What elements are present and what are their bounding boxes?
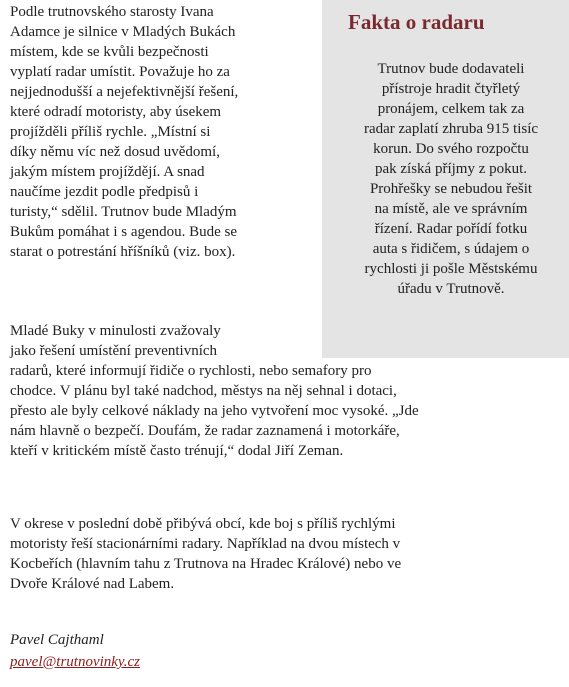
text-line: turisty,“ sdělil. Trutnov bude Mladým [10,204,237,220]
text-line: místem, kde se kvůli bezpečnosti [10,44,209,60]
text-line: chodce. V plánu byl také nadchod, městys na něj sehnal i dotaci, [10,383,397,399]
text-line: nám hlavně o bezpečí. Doufám, že radar zaznamená i motorkáře, [10,423,400,439]
fact-line: Trutnov bude dodavateli [377,61,525,77]
text-line: jakým místem projíždějí. A snad [10,164,205,180]
text-line: přesto ale byly celkové náklady na jeho vytvoření moc vysoké. „Jde [10,403,419,419]
fact-line: auta s řidičem, s údajem o [372,241,530,257]
fact-line: úřadu v Trutnově. [397,281,505,297]
text-line: Mladé Buky v minulosti zvažovaly [10,323,221,339]
text-line: motoristy řeší stacionárními radary. Například na dvou místech v [10,536,401,552]
text-line: jako řešení umístění preventivních [10,343,218,359]
text-line: V okrese v poslední době přibývá obcí, kde boj s příliš rychlými [10,516,396,532]
fact-line: Prohřešky se nebudou řešit [369,181,533,197]
text-line: Adamce je silnice v Mladých Bukách [10,24,236,40]
text-line: nejjednodušší a nejefektivnější řešení, [10,84,239,100]
text-line: kteří v kritickém místě často trénují,“ dodal Jiří Zeman. [10,443,344,459]
text-line: které odradí motoristy, aby úsekem [10,104,222,120]
fact-box [322,0,569,358]
fact-line: na místě, ale ve správním [374,201,528,217]
intro-paragraph [10,2,310,262]
author-name: Pavel Cajthaml [10,632,104,648]
author-email-link[interactable]: pavel@trutnovinky.cz [10,654,141,670]
text-line: Dvoře Králové nad Labem. [10,576,175,592]
text-line: projížděli příliš rychle. „Místní si [10,124,211,140]
text-line: Kocbeřích (hlavním tahu z Trutnova na Hradec Králové) nebo ve [10,556,402,572]
fact-line: korun. Do svého rozpočtu [373,141,529,157]
fact-line: rychlosti ji pošle Městskému [364,261,538,277]
closing-paragraph [10,514,530,594]
middle-paragraph [10,321,530,461]
text-line: Podle trutnovského starosty Ivana [10,4,214,20]
fact-line: pronájem, celkem tak za [377,101,525,117]
fact-line: radar zaplatí zhruba 915 tisíc [363,121,539,137]
fact-line: přístroje hradit čtyřletý [381,81,521,97]
text-line: vyplatí radar umístit. Považuje ho za [10,64,230,80]
text-line: Bukům pomáhat i s agendou. Bude se [10,224,238,240]
fact-line: pak získá příjmy z pokut. [374,161,528,177]
fact-box-title: Fakta o radaru [348,10,485,34]
text-line: díky němu víc než dosud uvědomí, [10,144,220,160]
text-line: radarů, které informují řidiče o rychlosti, nebo semafory pro [10,363,372,379]
text-line: starat o potrestání hříšníků (viz. box). [10,244,236,260]
text-line: naučíme jezdit podle předpisů i [10,184,199,200]
fact-line: řízení. Radar pořídí fotku [374,221,528,237]
fact-box-body [340,59,562,299]
